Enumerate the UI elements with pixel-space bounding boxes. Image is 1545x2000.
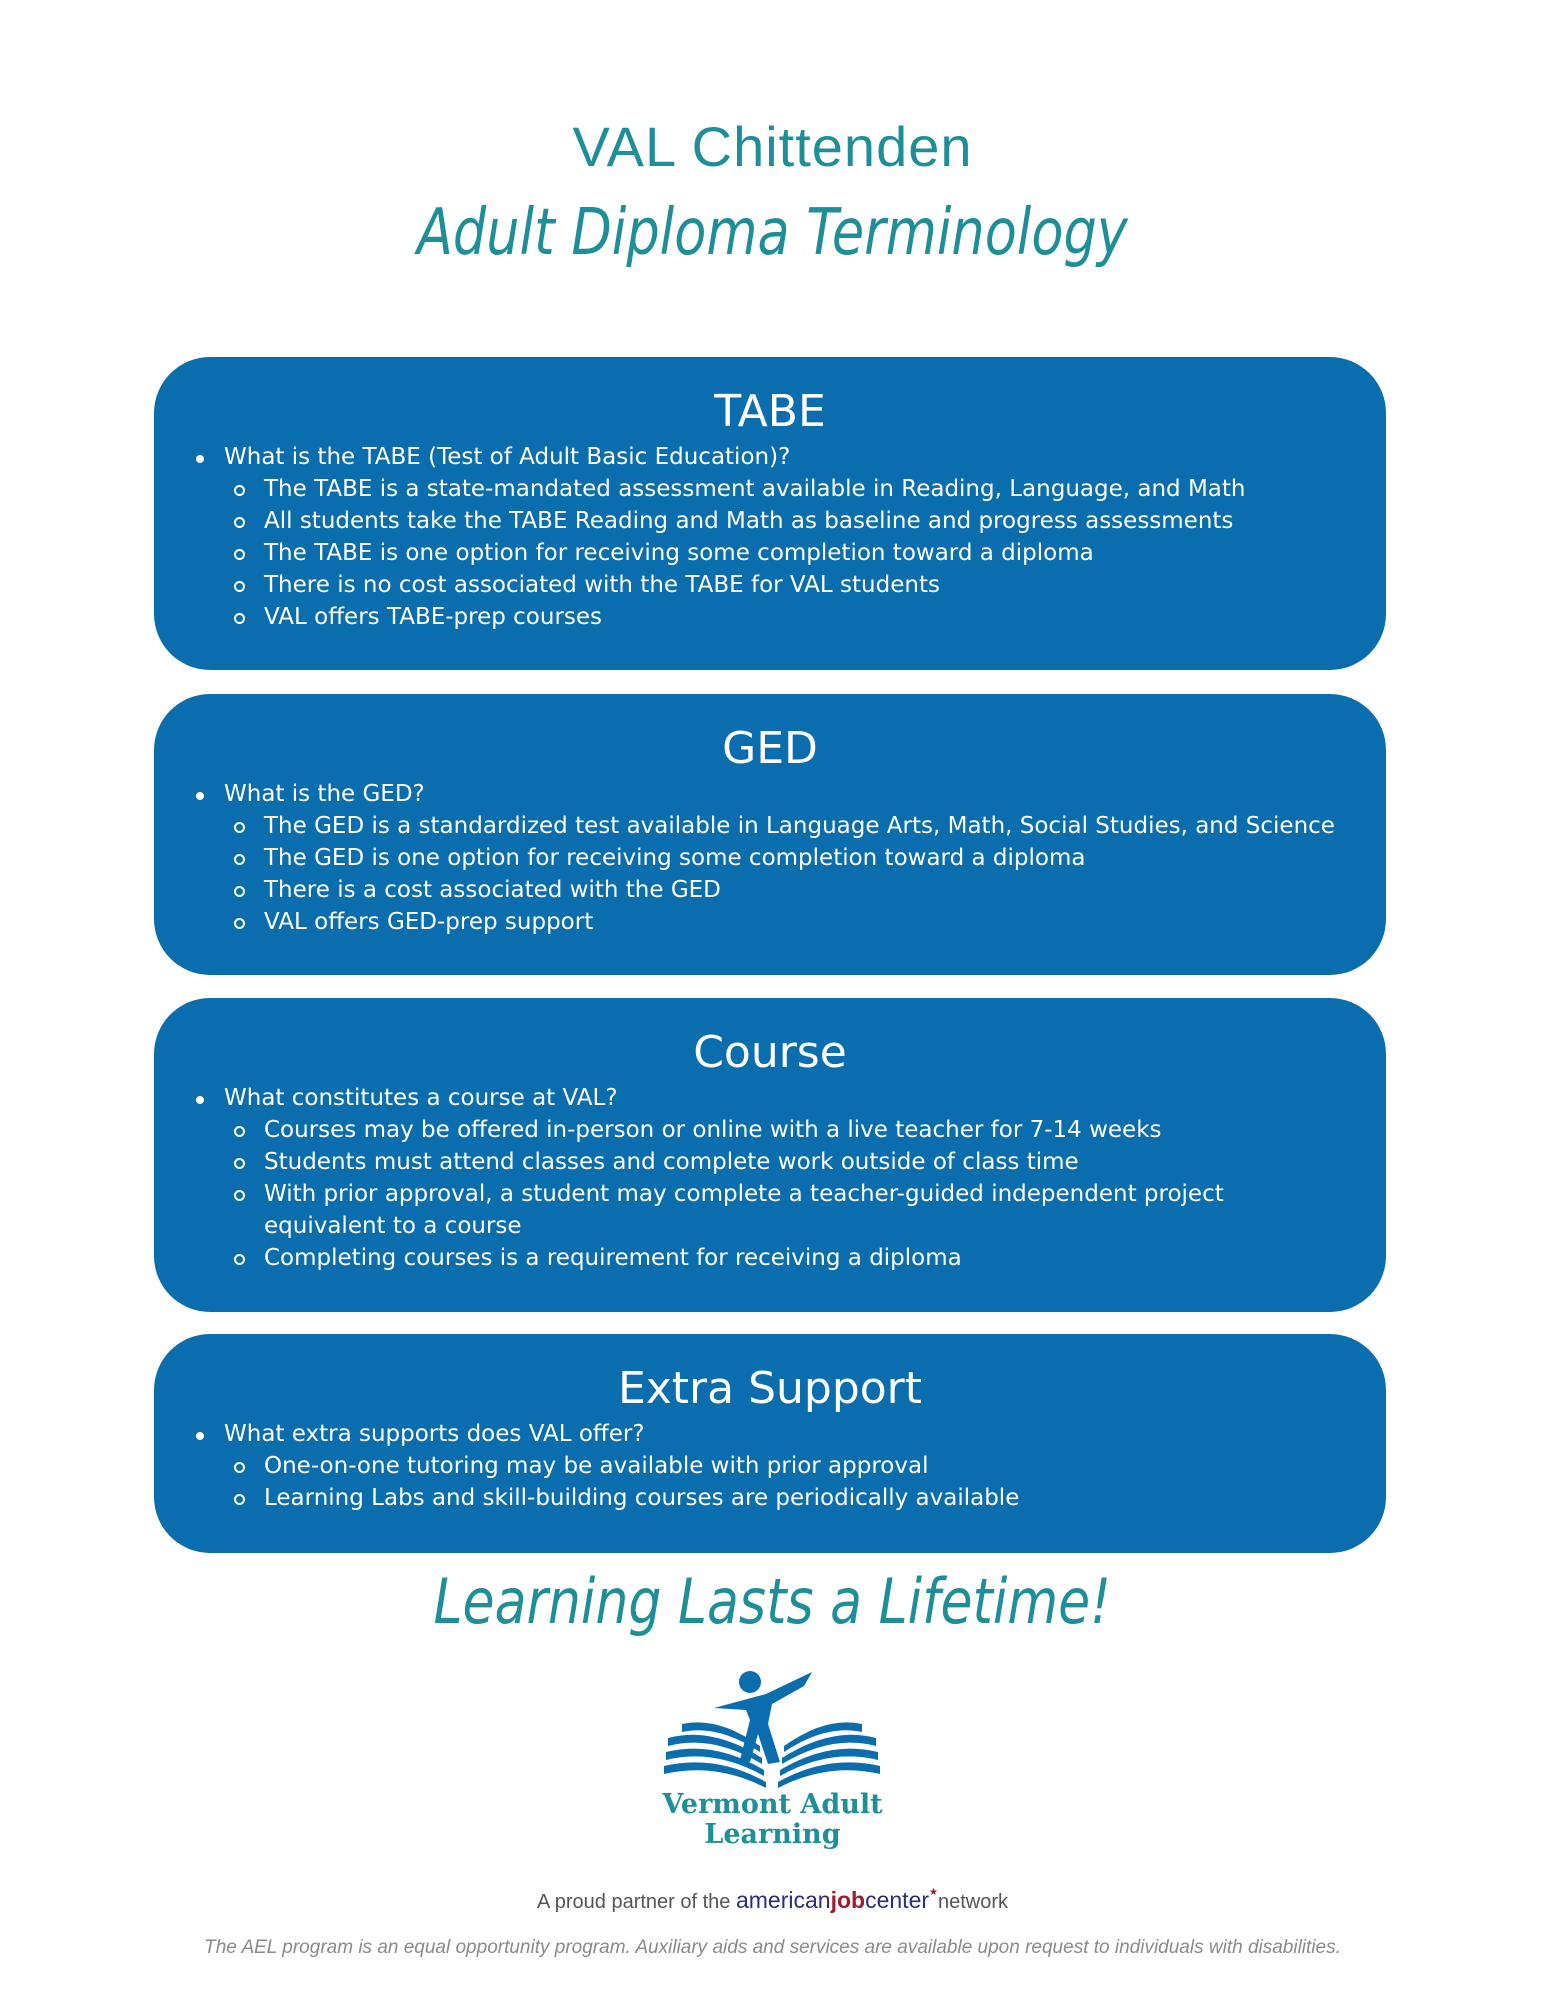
- answer-list: [224, 810, 1350, 938]
- header: [0, 112, 1545, 276]
- answer-item: There is a cost associated with the GED: [224, 874, 1350, 906]
- answer-list: [224, 473, 1350, 633]
- ajc-brand-job: job: [830, 1887, 866, 1913]
- answer-item: All students take the TABE Reading and Math as baseline and progress assessments: [224, 505, 1350, 537]
- partner-line: [0, 1887, 1545, 1914]
- answer-item: The GED is one option for receiving some completion toward a diploma: [224, 842, 1350, 874]
- answer-item: Courses may be offered in-person or online with a live teacher for 7-14 weeks: [224, 1114, 1350, 1146]
- ajc-brand-center: center: [865, 1887, 930, 1913]
- section-title: Extra Support: [617, 1363, 923, 1414]
- question-text: What is the TABE (Test of Adult Basic Education)?: [224, 444, 791, 470]
- answer-item: Students must attend classes and complete work outside of class time: [224, 1146, 1350, 1178]
- answer-item: One-on-one tutoring may be available with prior approval: [224, 1450, 1350, 1482]
- section-title: GED: [722, 723, 818, 774]
- answer-item: The GED is a standardized test available in Language Arts, Math, Social Studies, and Science: [224, 810, 1350, 842]
- open-book-reader-icon: [662, 1660, 882, 1790]
- section-title: TABE: [714, 386, 826, 437]
- partner-prefix: A proud partner of the: [536, 1891, 736, 1913]
- answer-item: Learning Labs and skill-building courses are periodically available: [224, 1482, 1350, 1514]
- star-icon: ★: [929, 1887, 938, 1898]
- question-list: [190, 778, 1350, 938]
- motto-text: Learning Lasts a Lifetime!: [433, 1565, 1112, 1638]
- ajc-brand-american: american: [735, 1887, 831, 1913]
- answer-item: With prior approval, a student may complete a teacher-guided independent project equivalent to a course: [224, 1178, 1350, 1242]
- logo-line1: Vermont Adult: [662, 1789, 883, 1820]
- motto: [0, 1562, 1545, 1642]
- question-item: [190, 1418, 1350, 1514]
- section-card-ged: [154, 694, 1386, 975]
- answer-item: The TABE is a state-mandated assessment available in Reading, Language, and Math: [224, 473, 1350, 505]
- logo-line2: Learning: [704, 1819, 841, 1850]
- doc-title: Adult Diploma Terminology: [417, 196, 1128, 270]
- section-card-extra-support: [154, 1334, 1386, 1553]
- question-item: [190, 778, 1350, 938]
- section-card-tabe: [154, 357, 1386, 670]
- partner-suffix: network: [938, 1891, 1009, 1913]
- question-text: What extra supports does VAL offer?: [224, 1421, 645, 1447]
- question-text: What constitutes a course at VAL?: [224, 1085, 618, 1111]
- section-card-course: [154, 998, 1386, 1312]
- org-title: VAL Chittenden: [572, 115, 973, 178]
- question-text: What is the GED?: [224, 781, 425, 807]
- answer-item: VAL offers GED-prep support: [224, 906, 1350, 938]
- disclaimer: The AEL program is an equal opportunity program. Auxiliary aids and services are available upon request to individuals with disabilities.: [204, 1937, 1341, 1958]
- answer-item: VAL offers TABE-prep courses: [224, 601, 1350, 633]
- logo-wordmark: [600, 1790, 945, 1850]
- question-list: [190, 441, 1350, 633]
- question-list: [190, 1082, 1350, 1274]
- question-list: [190, 1418, 1350, 1514]
- question-item: [190, 441, 1350, 633]
- answer-item: The TABE is one option for receiving some completion toward a diploma: [224, 537, 1350, 569]
- answer-list: [224, 1114, 1350, 1274]
- question-item: [190, 1082, 1350, 1274]
- section-title: Course: [693, 1027, 847, 1078]
- answer-item: Completing courses is a requirement for receiving a diploma: [224, 1242, 1350, 1274]
- answer-item: There is no cost associated with the TABE for VAL students: [224, 569, 1350, 601]
- answer-list: [224, 1450, 1350, 1514]
